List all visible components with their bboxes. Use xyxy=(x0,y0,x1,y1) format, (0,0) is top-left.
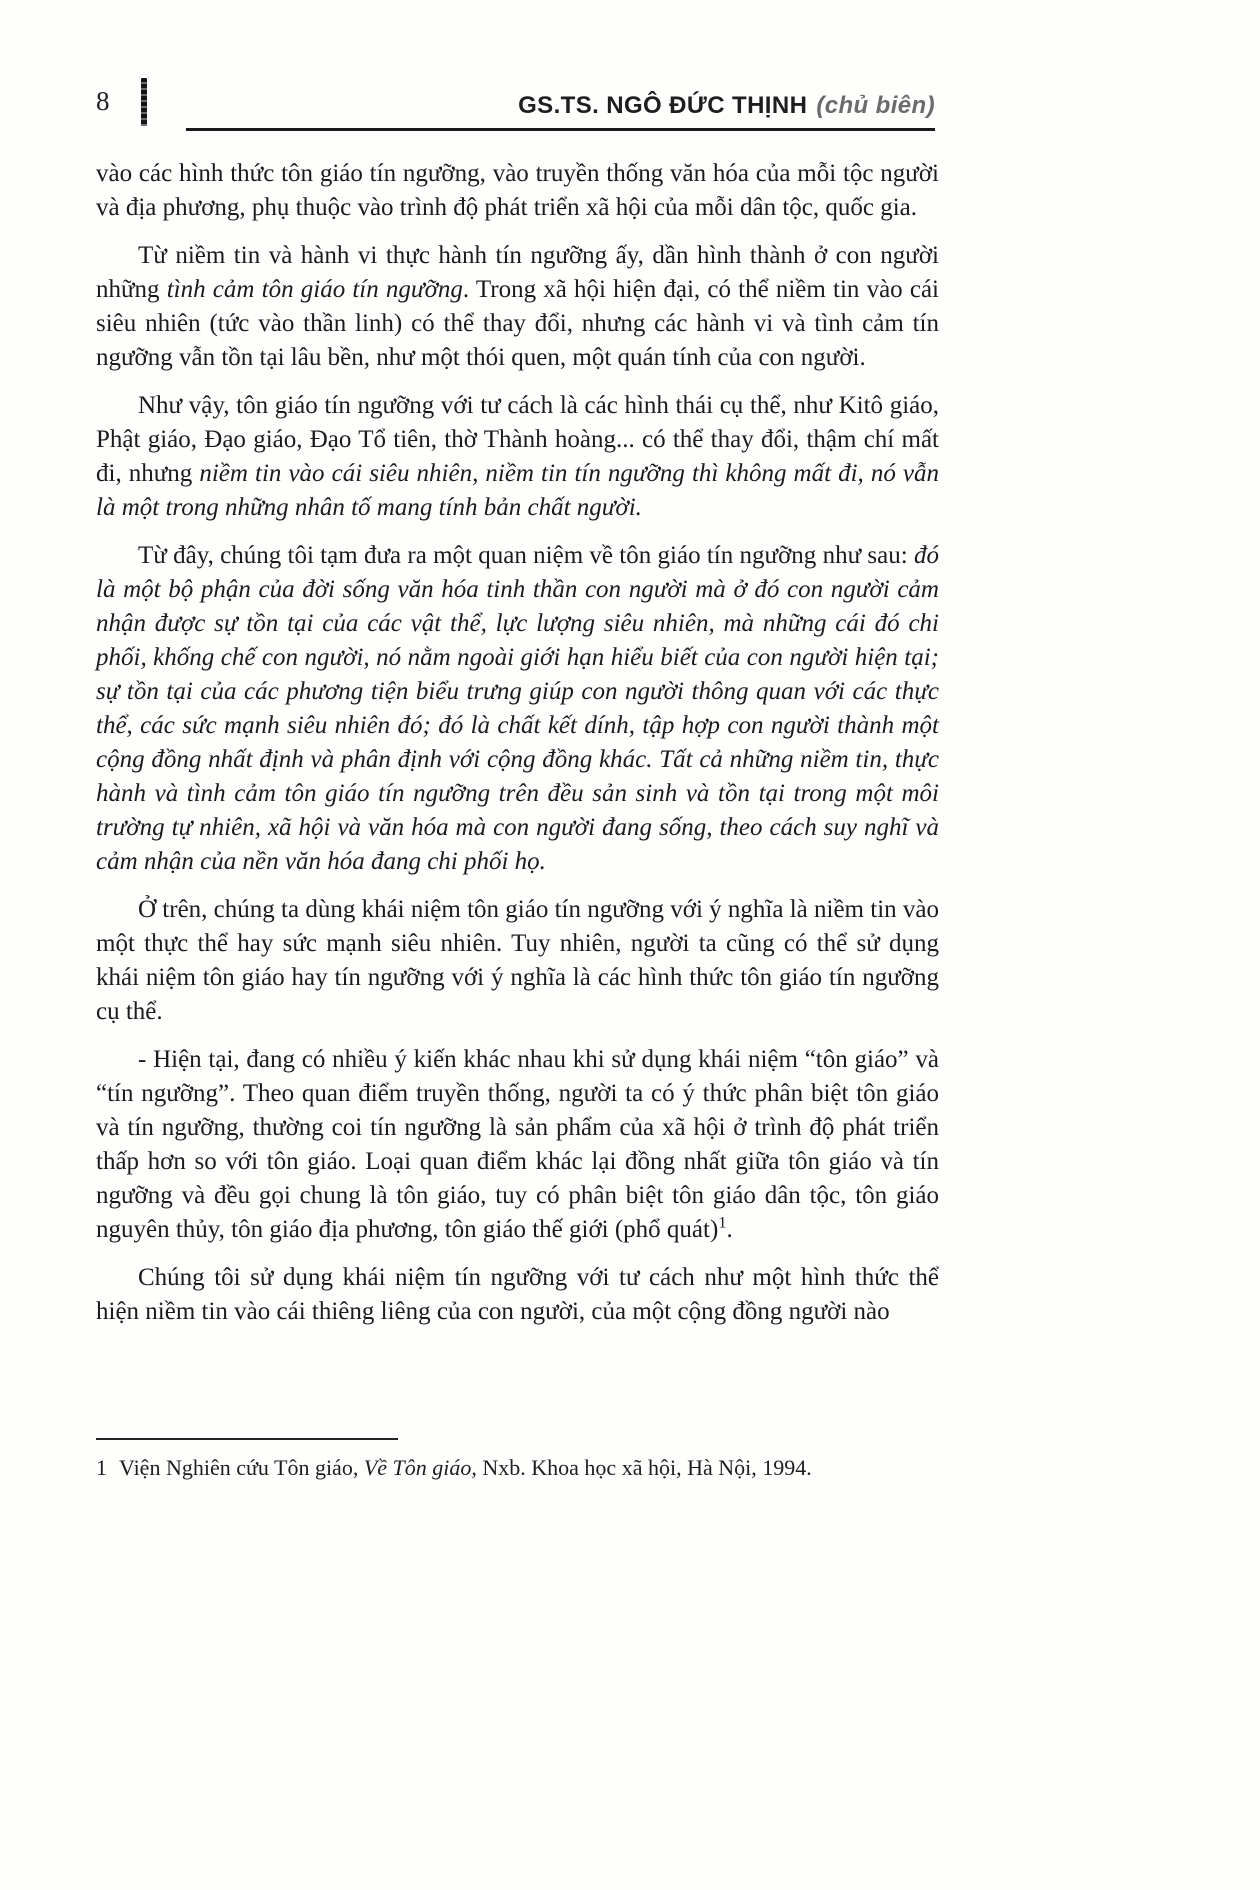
footnote-rule xyxy=(96,1438,398,1440)
footnote xyxy=(96,1453,941,1483)
text-segment: , Nxb. Khoa học xã hội, Hà Nội, 1994. xyxy=(471,1455,812,1480)
paragraph-2 xyxy=(96,239,939,375)
text-segment: . xyxy=(726,1216,733,1243)
running-head xyxy=(518,92,935,120)
paragraph-4 xyxy=(96,539,939,879)
text-segment: Từ niềm tin và hành vi thực hành tín ngưỡng ấy, dần hình thành ở con người những xyxy=(96,242,939,303)
paragraph-6 xyxy=(96,1043,939,1247)
running-head-author: GS.TS. NGÔ ĐỨC THỊNH xyxy=(518,92,808,119)
footnote-marker: 1 xyxy=(96,1455,107,1480)
header-rule xyxy=(186,128,935,131)
paragraph-1 xyxy=(96,157,939,225)
footnote-reference: 1 xyxy=(718,1213,727,1232)
binding-mark xyxy=(141,78,147,126)
text-segment-italic: tình cảm tôn giáo tín ngưỡng xyxy=(166,276,463,303)
text-segment: Chúng tôi sử dụng khái niệm tín ngưỡng với tư cách như một hình thức thể hiện niềm tin vào cái thiêng liêng của con người, của một cộng đồng người nào xyxy=(96,1264,939,1325)
text-segment: - Hiện tại, đang có nhiều ý kiến khác nhau khi sử dụng khái niệm “tôn giáo” và “tín ngưỡng”. Theo quan điểm truyền thống, người ta có ý thức phân biệt tôn giáo và tín ngưỡng, thường coi tín ngưỡng là sản phẩm của xã hội ở trình độ phát triển thấp hơn so với tôn giáo. Loại quan điểm khác lại đồng nhất giữa tôn giáo và tín ngưỡng và đều gọi chung là tôn giáo, tuy có phân biệt tôn giáo dân tộc, tôn giáo nguyên thủy, tôn giáo địa phương, tôn giáo thế giới (phổ quát) xyxy=(96,1046,939,1243)
paragraph-3 xyxy=(96,389,939,525)
text-segment: Từ đây, chúng tôi tạm đưa ra một quan niệm về tôn giáo tín ngưỡng như sau: xyxy=(138,542,914,569)
paragraph-5 xyxy=(96,893,939,1029)
text-segment: . Trong xã hội hiện đại, có thể niềm tin vào cái siêu nhiên (tức vào thần linh) có thể thay đổi, nhưng các hành vi và tình cảm tín ngưỡng vẫn tồn tại lâu bền, như một thói quen, một quán tính của con người. xyxy=(96,276,939,371)
text-segment: Viện Nghiên cứu Tôn giáo, xyxy=(119,1455,364,1480)
text-segment-italic: đó là một bộ phận của đời sống văn hóa tinh thần con người mà ở đó con người cảm nhận được sự tồn tại của các vật thể, lực lượng siêu nhiên, mà những cái đó chi phối, khống chế con người, nó nằm ngoài giới hạn hiểu biết của con người hiện tại; sự tồn tại của các phương tiện biểu trưng giúp con người thông quan với các thực thể, các sức mạnh siêu nhiên đó; đó là chất kết dính, tập hợp con người thành một cộng đồng nhất định và phân định với cộng đồng khác. Tất cả những niềm tin, thực hành và tình cảm tôn giáo tín ngưỡng trên đều sản sinh và tồn tại trong một môi trường tự nhiên, xã hội và văn hóa mà con người đang sống, theo cách suy nghĩ và cảm nhận của nền văn hóa đang chi phối họ. xyxy=(96,542,939,875)
text-segment: Như vậy, tôn giáo tín ngưỡng với tư cách là các hình thái cụ thể, như Kitô giáo, Phật giáo, Đạo giáo, Đạo Tổ tiên, thờ Thành hoàng... có thể thay đổi, thậm chí mất đi, nhưng xyxy=(96,392,939,487)
page-number: 8 xyxy=(96,86,110,116)
text-segment-italic: niềm tin vào cái siêu nhiên, niềm tin tín ngưỡng thì không mất đi, nó vẫn là một trong những nhân tố mang tính bản chất người. xyxy=(96,460,939,521)
text-segment-italic: Về Tôn giáo xyxy=(363,1455,472,1480)
text-segment: Ở trên, chúng ta dùng khái niệm tôn giáo tín ngưỡng với ý nghĩa là niềm tin vào một thực thể hay sức mạnh siêu nhiên. Tuy nhiên, người ta cũng có thể sử dụng khái niệm tôn giáo hay tín ngưỡng với ý nghĩa là các hình thức tôn giáo tín ngưỡng cụ thể. xyxy=(96,896,939,1025)
body-text xyxy=(96,157,939,1343)
paragraph-7 xyxy=(96,1261,939,1329)
text-segment: vào các hình thức tôn giáo tín ngưỡng, vào truyền thống văn hóa của mỗi tộc người và địa phương, phụ thuộc vào trình độ phát triển xã hội của mỗi dân tộc, quốc gia. xyxy=(96,160,939,221)
running-head-editor-note: (chủ biên) xyxy=(816,92,935,119)
